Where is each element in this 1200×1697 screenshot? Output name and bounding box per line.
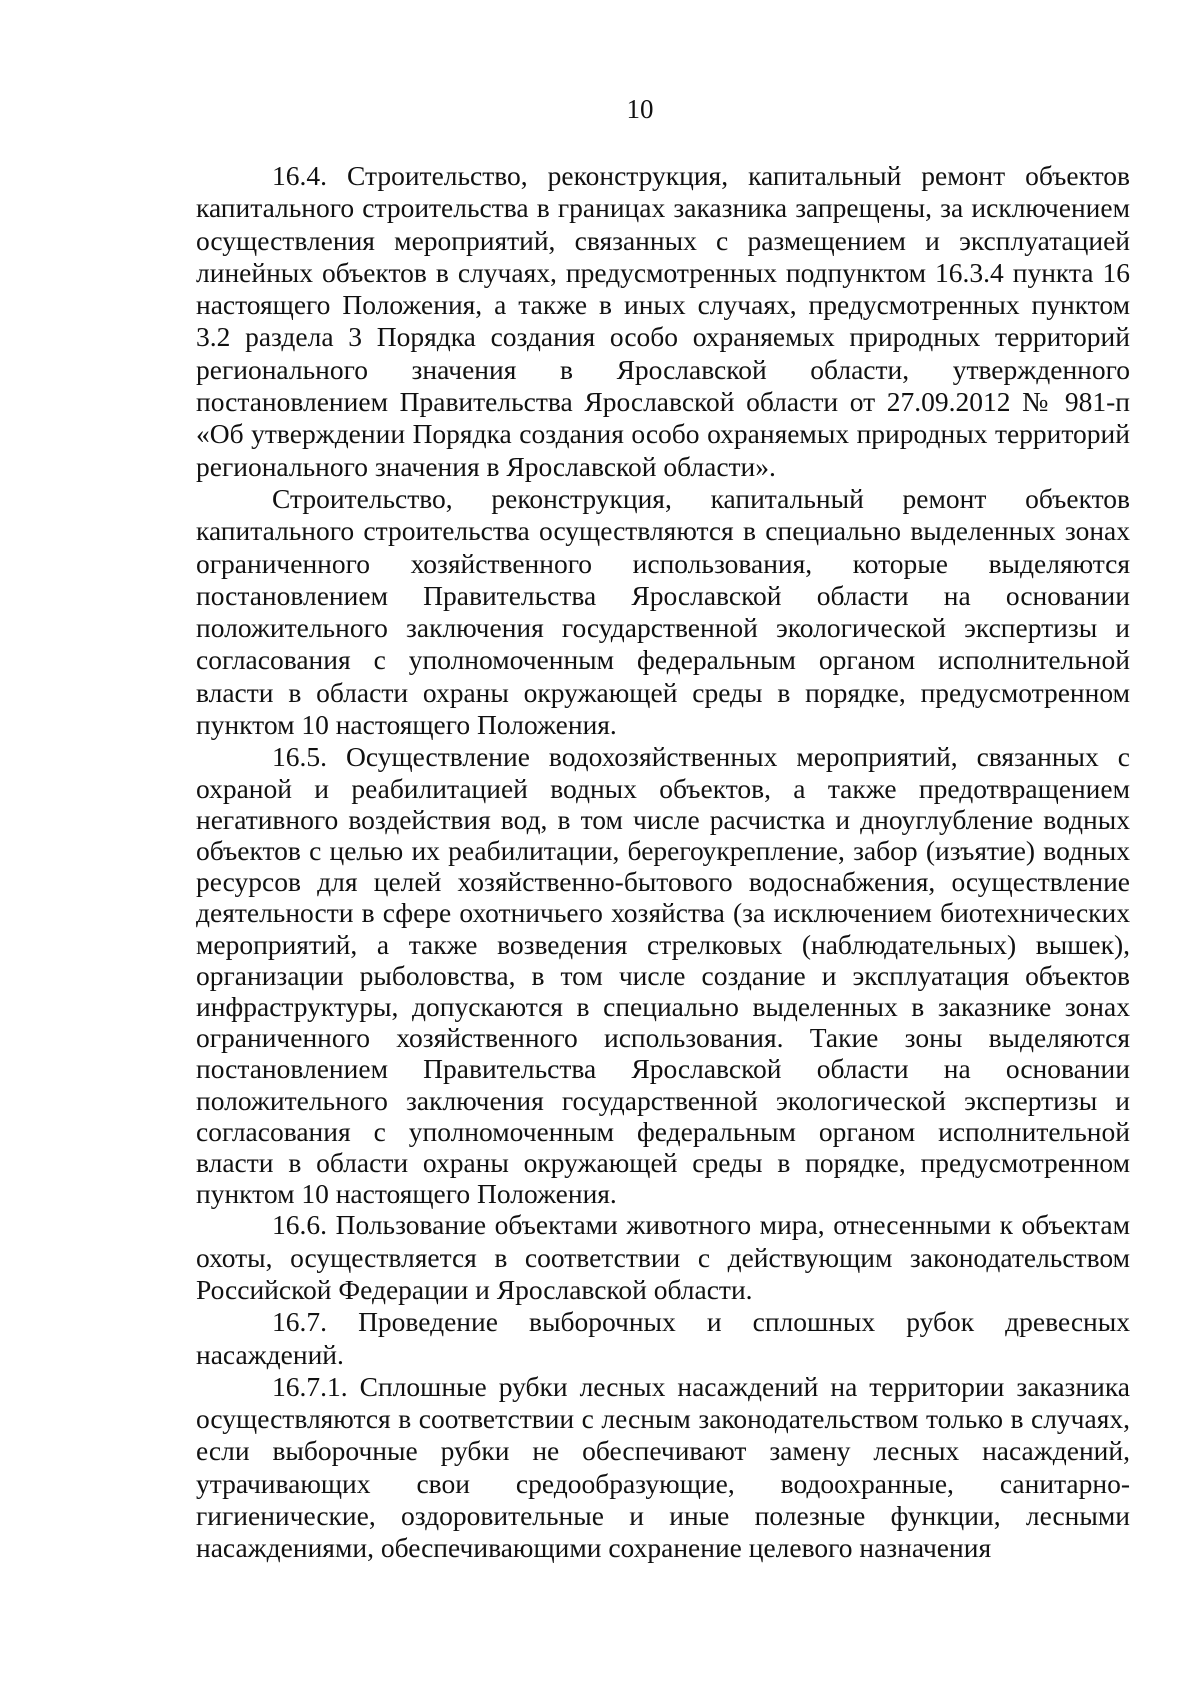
paragraph-16-7-1: 16.7.1. Сплошные рубки лесных насаждений на территории заказника осуществляются в соответствии с лесным законодательством только в случаях, если выборочные рубки не обеспечивают замену лесных насаждений, утрачивающих свои средообразующие, водоохранные, санитарно-гигиенические, оздоровительные и иные полезные функции, лесными насаждениями, обеспечивающими сохранение целевого назначения [196,1370,1130,1564]
paragraph-construction: Строительство, реконструкция, капитальный ремонт объектов капитального строительства осуществляются в специально выделенных зонах ограниченного хозяйственного использования, которые выделяются постановлением Правительства Ярославской области на основании положительного заключения государственной экологической экспертизы и согласования с уполномоченным федеральным органом исполнительной власти в области охраны окружающей среды в порядке, предусмотренном пунктом 10 настоящего Положения. [196,482,1130,741]
document-body [196,160,1130,1565]
paragraph-16-6: 16.6. Пользование объектами животного мира, отнесенными к объектам охоты, осуществляется в соответствии с действующим законодательством Российской Федерации и Ярославской области. [196,1209,1130,1305]
paragraph-16-4: 16.4. Строительство, реконструкция, капитальный ремонт объектов капитального строительства в границах заказника запрещены, за исключением осуществления мероприятий, связанных с размещением и эксплуатацией линейных объектов в случаях, предусмотренных подпунктом 16.3.4 пункта 16 настоящего Положения, а также в иных случаях, предусмотренных пунктом 3.2 раздела 3 Порядка создания особо охраняемых природных территорий регионального значения в Ярославской области, утвержденного постановлением Правительства Ярославской области от 27.09.2012 № 981-п «Об утверждении Порядка создания особо охраняемых природных территорий регионального значения в Ярославской области». [196,160,1130,482]
page-number: 10 [626,94,654,124]
paragraph-16-7: 16.7. Проведение выборочных и сплошных рубок древесных насаждений. [196,1306,1130,1370]
paragraph-16-5: 16.5. Осуществление водохозяйственных мероприятий, связанных с охраной и реабилитацией водных объектов, а также предотвращением негативного воздействия вод, в том числе расчистка и дноуглубление водных объектов с целью их реабилитации, берегоукрепление, забор (изъятие) водных ресурсов для целей хозяйственно-бытового водоснабжения, осуществление деятельности в сфере охотничьего хозяйства (за исключением биотехнических мероприятий, а также возведения стрелковых (наблюдательных) вышек), организации рыболовства, в том числе создание и эксплуатация объектов инфраструктуры, допускаются в специально выделенных в заказнике зонах ограниченного хозяйственного использования. Такие зоны выделяются постановлением Правительства Ярославской области на основании положительного заключения государственной экологической экспертизы и согласования с уполномоченным федеральным органом исполнительной власти в области охраны окружающей среды в порядке, предусмотренном пунктом 10 настоящего Положения. [196,741,1130,1210]
